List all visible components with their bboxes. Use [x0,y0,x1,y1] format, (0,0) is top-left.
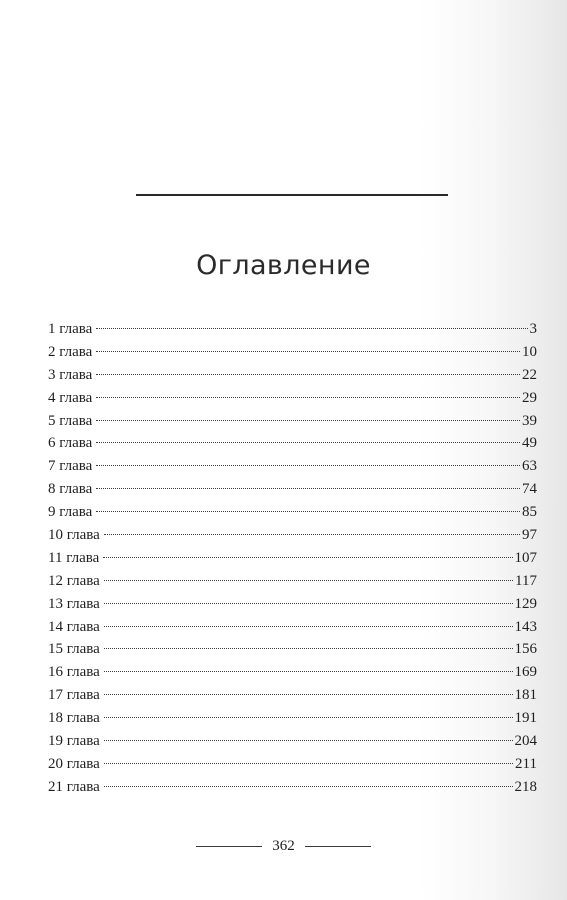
toc-leader-dots [96,465,520,466]
toc-entry-page: 169 [514,664,537,681]
toc-entry[interactable] [48,501,537,524]
toc-entry-page: 63 [522,458,537,475]
toc-entry-page: 117 [515,572,537,589]
toc-entry[interactable] [48,638,537,661]
toc-entry[interactable] [48,684,537,707]
toc-leader-dots [96,420,520,421]
toc-entry-label: 5 глава [48,412,93,429]
toc-entry-page: 22 [522,366,537,383]
toc-entry-label: 11 глава [48,549,100,566]
footer-rule-right [305,846,371,847]
toc-leader-dots [104,603,513,604]
toc-entry[interactable] [48,341,537,364]
toc-leader-dots [96,374,520,375]
toc-entry-label: 16 глава [48,664,100,681]
toc-leader-dots [104,740,513,741]
toc-entry[interactable] [48,410,537,433]
toc-entry-page: 129 [514,595,537,612]
toc-entry-page: 204 [514,733,537,750]
toc-entry[interactable] [48,707,537,730]
toc-entry-label: 2 глава [48,343,93,360]
toc-entry-page: 156 [514,641,537,658]
toc-entry[interactable] [48,616,537,639]
page-title: Оглавление [196,250,371,281]
toc-entry-page: 107 [514,549,537,566]
toc-leader-dots [96,442,520,443]
toc-entry-label: 7 глава [48,458,93,475]
toc-entry-label: 17 глава [48,687,100,704]
toc-entry-page: 29 [522,389,537,406]
toc-entry[interactable] [48,387,537,410]
toc-entry[interactable] [48,364,537,387]
toc-leader-dots [96,488,520,489]
toc-entry[interactable] [48,455,537,478]
toc-entry[interactable] [48,570,537,593]
toc-entry-label: 6 глава [48,435,93,452]
toc-entry-label: 1 глава [48,321,93,337]
toc-entry[interactable] [48,661,537,684]
toc-entry-page: 10 [522,343,537,360]
toc-entry-page: 218 [514,778,537,795]
toc-entry-page: 3 [529,321,537,337]
toc-entry-page: 74 [522,481,537,498]
toc-entry-label: 15 глава [48,641,100,658]
toc-leader-dots [104,626,513,627]
toc-entry-label: 20 глава [48,755,100,772]
toc-entry-label: 9 глава [48,504,93,521]
toc-entry-page: 85 [522,504,537,521]
toc-entry-label: 14 глава [48,618,100,635]
footer-rule-left [196,846,262,847]
toc-entry[interactable] [48,776,537,799]
table-of-contents [48,318,537,799]
toc-entry-page: 97 [522,527,537,544]
toc-entry[interactable] [48,547,537,570]
toc-leader-dots [104,671,513,672]
toc-leader-dots [96,397,520,398]
toc-entry-label: 19 глава [48,733,100,750]
toc-entry[interactable] [48,432,537,455]
toc-entry-label: 12 глава [48,572,100,589]
toc-entry[interactable] [48,478,537,501]
toc-entry-label: 4 глава [48,389,93,406]
toc-entry-label: 8 глава [48,481,93,498]
toc-entry-page: 143 [514,618,537,635]
page-footer [0,838,567,855]
toc-leader-dots [104,763,513,764]
toc-entry-page: 211 [515,755,537,772]
toc-leader-dots [96,328,527,329]
toc-leader-dots [103,557,512,558]
toc-leader-dots [96,351,520,352]
toc-entry-label: 18 глава [48,710,100,727]
toc-entry-label: 3 глава [48,366,93,383]
toc-leader-dots [104,534,520,535]
toc-leader-dots [104,717,513,718]
top-rule [136,194,448,196]
toc-leader-dots [104,648,513,649]
toc-entry-label: 21 глава [48,778,100,795]
toc-entry[interactable] [48,730,537,753]
toc-entry-page: 191 [514,710,537,727]
toc-entry-page: 39 [522,412,537,429]
toc-leader-dots [96,511,520,512]
toc-leader-dots [104,786,513,787]
toc-entry-label: 10 глава [48,527,100,544]
toc-entry-page: 49 [522,435,537,452]
toc-entry-page: 181 [514,687,537,704]
page-number: 362 [272,838,295,854]
toc-leader-dots [104,580,513,581]
toc-entry[interactable] [48,753,537,776]
toc-entry[interactable] [48,593,537,616]
toc-entry[interactable] [48,318,537,341]
toc-leader-dots [104,694,513,695]
toc-entry[interactable] [48,524,537,547]
toc-entry-label: 13 глава [48,595,100,612]
